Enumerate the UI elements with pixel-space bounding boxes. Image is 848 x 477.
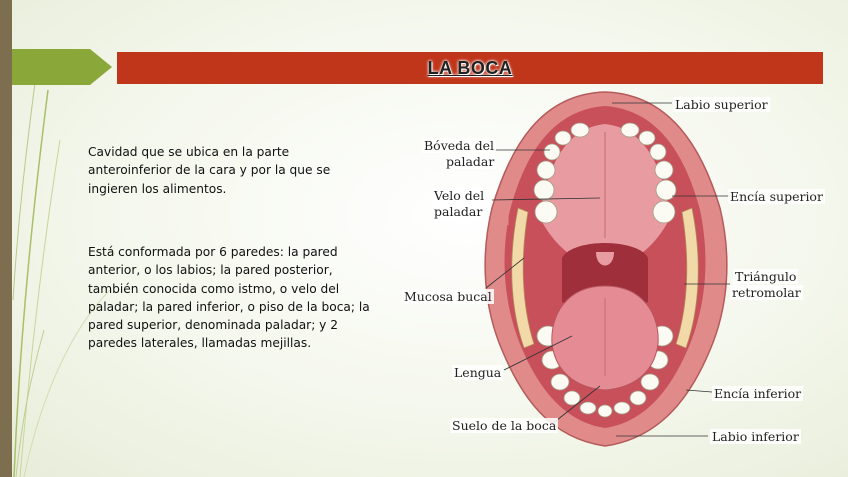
- description-paragraph: Cavidad que se ubica en la parte anteroinferior de la cara y por la que se ingieren los alimentos.: [88, 145, 331, 196]
- label-lengua: Lengua: [454, 365, 502, 380]
- label-boveda-line1: Bóveda del: [424, 138, 494, 153]
- label-velo-line2: paladar: [434, 204, 483, 219]
- label-mucosa-bucal: Mucosa bucal: [404, 289, 492, 304]
- label-suelo-boca: Suelo de la boca: [452, 418, 557, 433]
- title-bar: [117, 52, 823, 84]
- mouth-diagram: [400, 88, 848, 477]
- label-encia-inferior: Encía inferior: [714, 386, 802, 401]
- label-triangulo-line2: retromolar: [732, 285, 801, 300]
- label-labio-superior: Labio superior: [675, 97, 768, 112]
- walls-paragraph: Está conformada por 6 paredes: la pared anterior, o los labios; la pared posterior, también conocida como istmo, o velo del paladar; la pared inferior, o piso de la boca; la pared superior, denominada paladar; y 2 paredes laterales, llamadas mejillas.: [88, 245, 370, 351]
- label-triangulo-line1: Triángulo: [735, 269, 797, 284]
- page-title: LA BOCA: [427, 57, 513, 78]
- label-labio-inferior: Labio inferior: [712, 429, 799, 444]
- label-velo-line1: Velo del: [434, 188, 485, 203]
- label-boveda-line2: paladar: [446, 154, 495, 169]
- label-encia-superior: Encía superior: [730, 189, 823, 204]
